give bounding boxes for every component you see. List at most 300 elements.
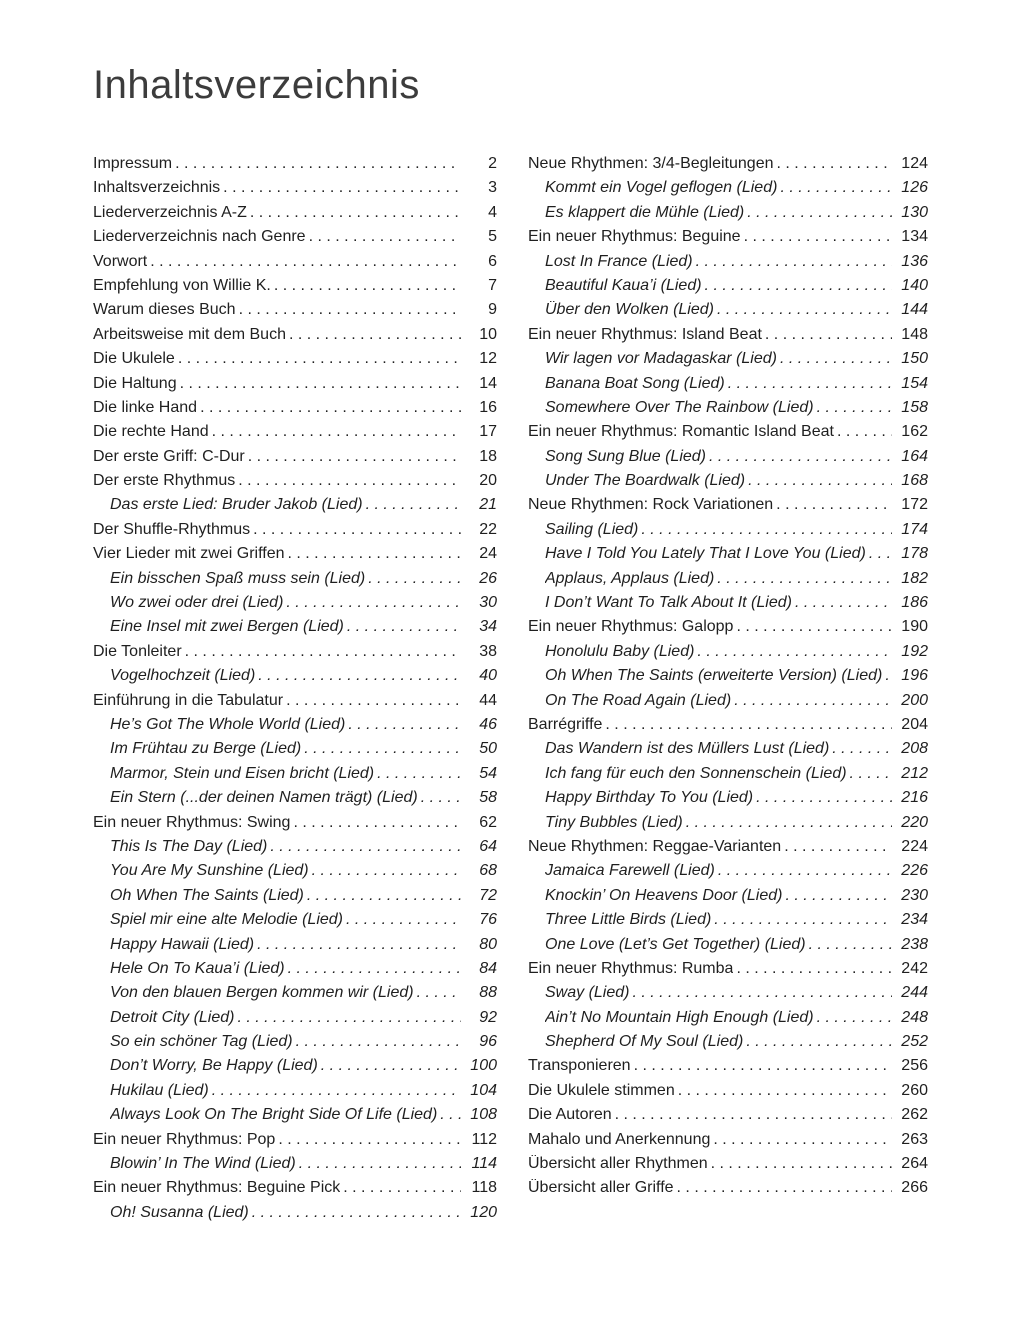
entry-label: Transponieren — [528, 1057, 631, 1075]
dot-leader — [725, 375, 892, 393]
entry-page-number: 14 — [479, 374, 497, 392]
toc-entry-song — [528, 253, 928, 277]
dot-leader — [245, 448, 461, 466]
entry-label: Es klappert die Mühle (Lied) — [545, 203, 745, 221]
toc-entry-song — [93, 1009, 497, 1033]
toc-entry-song — [528, 594, 928, 618]
dot-leader — [414, 984, 461, 1002]
entry-label: Die Ukulele — [93, 350, 175, 368]
toc-entry-song — [93, 765, 497, 789]
dot-leader — [437, 1106, 461, 1124]
entry-page-number: 4 — [488, 203, 497, 221]
entry-label: Im Frühtau zu Berge (Lied) — [110, 740, 302, 758]
entry-page-number: 64 — [479, 837, 497, 855]
toc-entry-song — [93, 1106, 497, 1130]
dot-leader — [715, 862, 892, 880]
entry-label: Impressum — [93, 155, 173, 172]
toc-entry-song — [528, 301, 928, 325]
entry-label: Die rechte Hand — [93, 423, 209, 441]
toc-entry-song — [528, 399, 928, 423]
entry-label: Warum dieses Buch — [93, 301, 236, 319]
entry-label: Blowin’ In The Wind (Lied) — [110, 1155, 296, 1173]
dot-leader — [814, 1009, 892, 1027]
toc-entry-song — [93, 838, 497, 862]
toc-entry-section — [528, 716, 928, 740]
toc-entry-section — [528, 326, 928, 350]
dot-leader — [283, 594, 461, 612]
entry-page-number: 220 — [901, 813, 928, 831]
dot-leader — [175, 350, 461, 368]
toc-entry-section — [528, 496, 928, 520]
entry-label: Don’t Worry, Be Happy (Lied) — [110, 1057, 318, 1075]
entry-page-number: 18 — [479, 447, 497, 465]
entry-label: Das erste Lied: Bruder Jakob (Lied) — [110, 496, 363, 514]
dot-leader — [629, 984, 892, 1002]
toc-entry-song — [93, 740, 497, 764]
toc-entry-song — [528, 277, 928, 301]
toc-entry-section — [93, 814, 497, 838]
entry-label: Under The Boardwalk (Lied) — [545, 472, 746, 490]
dot-leader — [762, 326, 892, 344]
entry-label: Song Sung Blue (Lied) — [545, 447, 706, 465]
entry-label: Die Ukulele stimmen — [528, 1081, 675, 1099]
dot-leader — [197, 399, 461, 417]
toc-entry-section — [93, 643, 497, 667]
dot-leader — [743, 1033, 892, 1051]
entry-page-number: 196 — [901, 667, 928, 685]
toc-entry-song — [93, 862, 497, 886]
entry-page-number: 174 — [901, 520, 928, 538]
entry-page-number: 158 — [901, 398, 928, 416]
entry-page-number: 54 — [479, 764, 497, 782]
dot-leader — [741, 228, 892, 246]
entry-page-number: 262 — [901, 1106, 928, 1124]
entry-label: Neue Rhythmen: Reggae-Varianten — [528, 837, 782, 855]
dot-leader — [255, 667, 461, 685]
dot-leader — [235, 472, 461, 490]
entry-page-number: 112 — [471, 1130, 497, 1148]
toc-entry-section — [528, 423, 928, 447]
dot-leader — [285, 960, 461, 978]
toc-entry-song — [93, 960, 497, 984]
entry-label: Somewhere Over The Rainbow (Lied) — [545, 398, 814, 416]
entry-label: Übersicht aller Griffe — [528, 1179, 674, 1197]
entry-label: Inhaltsverzeichnis — [93, 179, 221, 197]
entry-label: One Love (Let’s Get Together) (Lied) — [545, 935, 806, 953]
entry-page-number: 114 — [471, 1155, 497, 1173]
entry-page-number: 226 — [901, 862, 928, 880]
toc-entry-section — [93, 179, 497, 203]
toc-entry-song — [528, 887, 928, 911]
entry-label: Kommt ein Vogel geflogen (Lied) — [545, 179, 778, 197]
toc-entry-song — [93, 594, 497, 618]
entry-label: Ein neuer Rhythmus: Swing — [93, 813, 291, 831]
page-title: Inhaltsverzeichnis — [93, 63, 420, 107]
dot-leader — [733, 618, 892, 636]
entry-label: Das Wandern ist des Müllers Lust (Lied) — [545, 740, 830, 758]
entry-page-number: 96 — [479, 1033, 497, 1051]
entry-label: Arbeitsweise mit dem Buch — [93, 325, 286, 343]
entry-page-number: 130 — [901, 203, 928, 221]
entry-label: Ein neuer Rhythmus: Rumba — [528, 959, 734, 977]
entry-page-number: 22 — [479, 520, 497, 538]
toc-entry-section — [93, 155, 497, 179]
entry-label: Eine Insel mit zwei Bergen (Lied) — [110, 618, 344, 636]
dot-leader — [638, 521, 892, 539]
toc-entry-section — [528, 960, 928, 984]
entry-page-number: 150 — [901, 350, 928, 368]
entry-page-number: 5 — [488, 228, 497, 246]
entry-page-number: 17 — [479, 423, 497, 441]
entry-page-number: 200 — [901, 691, 928, 709]
entry-page-number: 40 — [479, 667, 497, 685]
entry-page-number: 6 — [488, 252, 497, 270]
dot-leader — [254, 936, 461, 954]
dot-leader — [271, 277, 461, 295]
entry-page-number: 248 — [901, 1008, 928, 1026]
dot-leader — [247, 204, 461, 222]
toc-entry-section — [93, 399, 497, 423]
dot-leader — [706, 448, 892, 466]
dot-leader — [782, 887, 892, 905]
entry-page-number: 230 — [901, 886, 928, 904]
dot-leader — [147, 253, 461, 271]
dot-leader — [340, 1179, 461, 1197]
toc-entry-song — [93, 1204, 497, 1228]
entry-page-number: 21 — [479, 496, 497, 514]
entry-page-number: 154 — [901, 374, 928, 392]
dot-leader — [177, 375, 461, 393]
dot-leader — [693, 253, 892, 271]
dot-leader — [306, 228, 461, 246]
toc-entry-song — [93, 936, 497, 960]
dot-leader — [631, 1057, 892, 1075]
entry-label: Ein neuer Rhythmus: Romantic Island Beat — [528, 423, 834, 441]
entry-page-number: 208 — [901, 740, 928, 758]
dot-leader — [806, 936, 892, 954]
toc-entry-song — [528, 1033, 928, 1057]
entry-page-number: 252 — [901, 1033, 928, 1051]
dot-leader — [781, 838, 892, 856]
entry-page-number: 126 — [901, 179, 928, 197]
dot-leader — [418, 789, 461, 807]
toc-entry-song — [528, 936, 928, 960]
toc-entry-section — [528, 1179, 928, 1203]
entry-label: Sailing (Lied) — [545, 520, 639, 538]
toc-entry-section — [528, 1082, 928, 1106]
toc-entry-section — [93, 545, 497, 569]
dot-leader — [694, 643, 892, 661]
toc-columns — [93, 155, 1011, 1228]
toc-entry-section — [528, 618, 928, 642]
entry-page-number: 120 — [470, 1203, 497, 1221]
dot-leader — [714, 301, 892, 319]
dot-leader — [296, 1155, 461, 1173]
entry-page-number: 144 — [901, 301, 928, 319]
entry-label: Über den Wolken (Lied) — [545, 301, 714, 319]
dot-leader — [710, 1131, 892, 1149]
entry-label: Vier Lieder mit zwei Griffen — [93, 545, 285, 563]
dot-leader — [702, 277, 892, 295]
entry-page-number: 256 — [901, 1057, 928, 1075]
dot-leader — [236, 301, 461, 319]
entry-page-number: 7 — [488, 276, 497, 294]
toc-entry-song — [528, 179, 928, 203]
dot-leader — [882, 667, 892, 685]
toc-entry-song — [528, 545, 928, 569]
entry-page-number: 136 — [901, 252, 928, 270]
entry-label: Spiel mir eine alte Melodie (Lied) — [110, 911, 343, 929]
toc-entry-song — [93, 618, 497, 642]
dot-leader — [290, 814, 461, 832]
entry-label: Honolulu Baby (Lied) — [545, 642, 695, 660]
entry-label: Liederverzeichnis nach Genre — [93, 228, 306, 246]
entry-page-number: 76 — [479, 911, 497, 929]
entry-page-number: 44 — [479, 691, 497, 709]
toc-entry-song — [93, 887, 497, 911]
toc-entry-section — [93, 521, 497, 545]
dot-leader — [365, 570, 461, 588]
dot-leader — [344, 618, 461, 636]
entry-label: Happy Birthday To You (Lied) — [545, 789, 754, 807]
toc-entry-song — [528, 667, 928, 691]
entry-page-number: 140 — [901, 276, 928, 294]
entry-label: Vogelhochzeit (Lied) — [110, 667, 256, 685]
entry-label: Lost In France (Lied) — [545, 252, 693, 270]
dot-leader — [220, 179, 461, 197]
toc-entry-song — [528, 740, 928, 764]
toc-entry-song — [93, 789, 497, 813]
toc-entry-section — [93, 448, 497, 472]
dot-leader — [234, 1009, 461, 1027]
toc-entry-song — [528, 692, 928, 716]
entry-page-number: 192 — [901, 642, 928, 660]
toc-entry-section — [93, 228, 497, 252]
entry-label: On The Road Again (Lied) — [545, 691, 732, 709]
dot-leader — [612, 1106, 892, 1124]
dot-leader — [683, 814, 892, 832]
entry-page-number: 204 — [901, 715, 928, 733]
toc-entry-song — [528, 765, 928, 789]
entry-label: Ich fang für euch den Sonnenschein (Lied) — [545, 764, 847, 782]
entry-label: Ein neuer Rhythmus: Island Beat — [528, 325, 762, 343]
entry-label: Von den blauen Bergen kommen wir (Lied) — [110, 984, 414, 1002]
toc-entry-section — [93, 350, 497, 374]
entry-label: Die Autoren — [528, 1106, 612, 1124]
toc-entry-song — [93, 667, 497, 691]
entry-page-number: 34 — [479, 618, 497, 636]
entry-page-number: 260 — [901, 1081, 928, 1099]
entry-label: Der erste Griff: C-Dur — [93, 447, 245, 465]
entry-label: Marmor, Stein und Eisen bricht (Lied) — [110, 764, 375, 782]
dot-leader — [267, 838, 461, 856]
toc-entry-section — [528, 1131, 928, 1155]
entry-page-number: 100 — [470, 1057, 497, 1075]
entry-label: Einführung in die Tabulatur — [93, 691, 284, 709]
entry-label: Barrégriffe — [528, 715, 603, 733]
entry-page-number: 190 — [901, 618, 928, 636]
toc-entry-section — [93, 1131, 497, 1155]
entry-page-number: 10 — [479, 325, 497, 343]
toc-entry-song — [528, 1009, 928, 1033]
toc-entry-section — [528, 838, 928, 862]
entry-page-number: 216 — [901, 789, 928, 807]
entry-label: Oh When The Saints (Lied) — [110, 886, 304, 904]
toc-column-right — [528, 155, 928, 1228]
entry-label: Ein neuer Rhythmus: Beguine Pick — [93, 1179, 341, 1197]
dot-leader — [773, 496, 892, 514]
entry-page-number: 148 — [901, 325, 928, 343]
dot-leader — [708, 1155, 892, 1173]
entry-page-number: 264 — [901, 1155, 928, 1173]
entry-label: Der Shuffle-Rhythmus — [93, 520, 251, 538]
dot-leader — [674, 1179, 892, 1197]
dot-leader — [275, 1131, 461, 1149]
dot-leader — [792, 594, 892, 612]
entry-label: Sway (Lied) — [545, 984, 630, 1002]
toc-entry-song — [528, 643, 928, 667]
dot-leader — [343, 911, 461, 929]
toc-entry-song — [93, 1155, 497, 1179]
dot-leader — [753, 789, 892, 807]
entry-page-number: 80 — [479, 935, 497, 953]
dot-leader — [731, 692, 892, 710]
dot-leader — [714, 570, 892, 588]
entry-page-number: 3 — [488, 179, 497, 197]
entry-page-number: 266 — [901, 1179, 928, 1197]
entry-page-number: 168 — [901, 472, 928, 490]
entry-page-number: 238 — [901, 935, 928, 953]
toc-entry-section — [93, 277, 497, 301]
toc-entry-section — [93, 204, 497, 228]
entry-page-number: 212 — [901, 764, 928, 782]
entry-page-number: 104 — [470, 1081, 497, 1099]
entry-label: Ein neuer Rhythmus: Beguine — [528, 228, 741, 246]
toc-entry-song — [528, 204, 928, 228]
entry-page-number: 263 — [901, 1130, 928, 1148]
toc-entry-song — [93, 984, 497, 1008]
entry-page-number: 224 — [901, 837, 928, 855]
entry-page-number: 26 — [479, 569, 497, 587]
entry-page-number: 12 — [479, 350, 497, 368]
entry-page-number: 172 — [901, 496, 928, 514]
entry-label: Oh! Susanna (Lied) — [110, 1203, 249, 1221]
entry-label: Neue Rhythmen: Rock Variationen — [528, 496, 774, 514]
entry-page-number: 30 — [479, 594, 497, 612]
entry-page-number: 164 — [901, 447, 928, 465]
entry-page-number: 162 — [901, 423, 928, 441]
entry-page-number: 134 — [901, 228, 928, 246]
toc-entry-section — [93, 423, 497, 447]
entry-page-number: 50 — [479, 740, 497, 758]
entry-label: Der erste Rhythmus — [93, 472, 236, 490]
entry-label: Have I Told You Lately That I Love You (Lied) — [545, 545, 866, 563]
toc-entry-song — [528, 350, 928, 374]
toc-entry-song — [528, 375, 928, 399]
dot-leader — [744, 204, 892, 222]
toc-entry-section — [93, 1179, 497, 1203]
dot-leader — [829, 740, 892, 758]
dot-leader — [777, 350, 892, 368]
dot-leader — [309, 862, 461, 880]
toc-entry-section — [93, 692, 497, 716]
dot-leader — [301, 740, 461, 758]
toc-entry-song — [93, 911, 497, 935]
entry-page-number: 38 — [479, 642, 497, 660]
dot-leader — [318, 1057, 461, 1075]
dot-leader — [363, 496, 461, 514]
toc-entry-song — [93, 716, 497, 740]
entry-label: Ein neuer Rhythmus: Pop — [93, 1130, 276, 1148]
dot-leader — [182, 643, 461, 661]
dot-leader — [866, 545, 892, 563]
entry-label: Neue Rhythmen: 3/4-Begleitungen — [528, 155, 774, 172]
toc-entry-section — [528, 1106, 928, 1130]
dot-leader — [283, 692, 461, 710]
entry-label: Jamaica Farewell (Lied) — [545, 862, 715, 880]
entry-page-number: 88 — [479, 984, 497, 1002]
entry-page-number: 92 — [479, 1008, 497, 1026]
entry-page-number: 244 — [901, 984, 928, 1002]
entry-label: I Don’t Want To Talk About It (Lied) — [545, 594, 792, 612]
entry-label: He’s Got The Whole World (Lied) — [110, 715, 346, 733]
toc-entry-section — [93, 253, 497, 277]
entry-page-number: 84 — [479, 959, 497, 977]
entry-label: Happy Hawaii (Lied) — [110, 935, 255, 953]
toc-entry-section — [528, 1057, 928, 1081]
dot-leader — [745, 472, 892, 490]
toc-entry-song — [528, 448, 928, 472]
toc-entry-song — [93, 1033, 497, 1057]
entry-label: Always Look On The Bright Side Of Life (Lied) — [110, 1106, 438, 1124]
dot-leader — [345, 716, 461, 734]
toc-entry-song — [528, 789, 928, 813]
toc-entry-section — [528, 155, 928, 179]
entry-label: So ein schöner Tag (Lied) — [110, 1033, 293, 1051]
dot-leader — [777, 179, 892, 197]
entry-label: Die Tonleiter — [93, 642, 182, 660]
entry-label: Mahalo und Anerkennung — [528, 1130, 711, 1148]
entry-label: Ein Stern (...der deinen Namen trägt) (Lied) — [110, 789, 418, 807]
entry-page-number: 178 — [901, 545, 928, 563]
entry-page-number: 182 — [901, 569, 928, 587]
entry-page-number: 242 — [901, 959, 928, 977]
toc-entry-song — [93, 1057, 497, 1081]
dot-leader — [250, 521, 461, 539]
entry-page-number: 68 — [479, 862, 497, 880]
toc-entry-song — [528, 570, 928, 594]
toc-entry-song — [93, 496, 497, 520]
entry-label: Hukilau (Lied) — [110, 1081, 209, 1099]
entry-label: Wir lagen vor Madagaskar (Lied) — [545, 350, 777, 368]
dot-leader — [209, 1082, 461, 1100]
dot-leader — [286, 326, 461, 344]
dot-leader — [834, 423, 892, 441]
entry-label: Wo zwei oder drei (Lied) — [110, 594, 284, 612]
entry-label: Ein neuer Rhythmus: Galopp — [528, 618, 734, 636]
dot-leader — [602, 716, 892, 734]
dot-leader — [733, 960, 892, 978]
entry-label: Shepherd Of My Soul (Lied) — [545, 1033, 744, 1051]
entry-label: You Are My Sunshine (Lied) — [110, 862, 309, 880]
toc-entry-section — [93, 375, 497, 399]
toc-column-left — [93, 155, 497, 1228]
dot-leader — [814, 399, 892, 417]
entry-page-number: 46 — [479, 715, 497, 733]
entry-label: Die linke Hand — [93, 398, 198, 416]
dot-leader — [284, 545, 461, 563]
entry-label: Ain’t No Mountain High Enough (Lied) — [545, 1008, 814, 1026]
